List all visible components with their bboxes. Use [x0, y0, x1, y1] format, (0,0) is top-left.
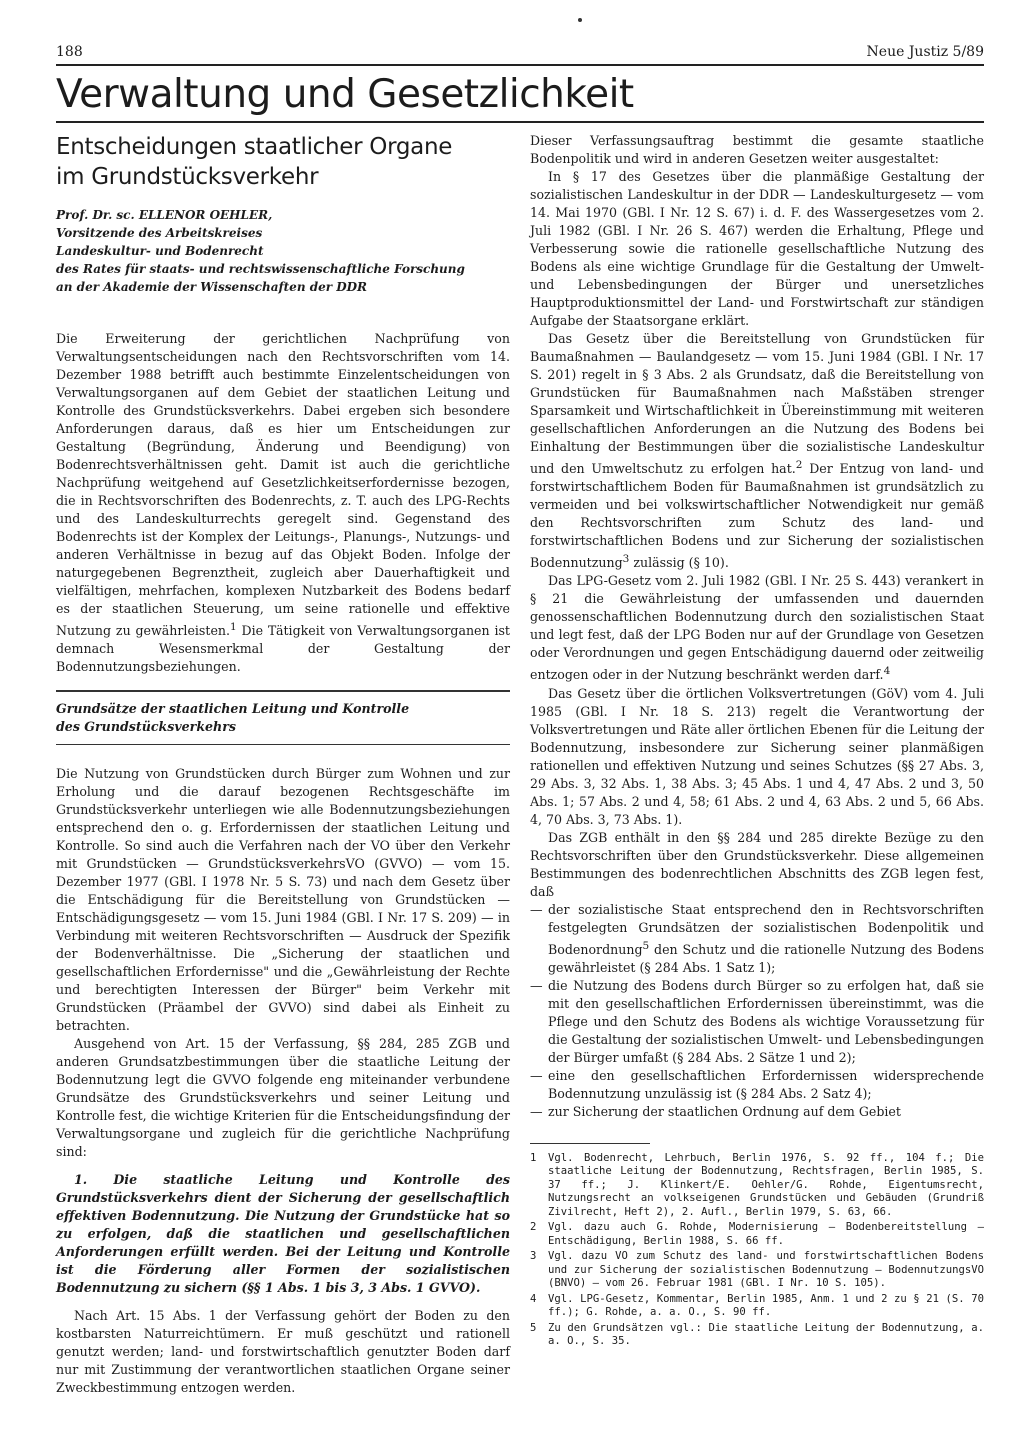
footnote-text: Vgl. LPG-Gesetz, Kommentar, Berlin 1985, Anm. 1 und 2 zu § 21 (S. 70 ff.); G. Rohde, a. a. O., S. 90 ff.	[548, 1292, 984, 1319]
footnote-number: 4	[530, 1292, 537, 1305]
paragraph-goev: Das Gesetz über die örtlichen Volksvertretungen (GöV) vom 4. Juli 1985 (GBl. I Nr. 18 S. 213) regelt die Verantwortung der Volksvertretungen und Räte aller örtlichen Ebenen für die Leitung der Bodennutzung, insbesondere zur Sicherung seiner planmäßigen rationellen und effektiven Nutzung und seines Schutzes (§§ 27 Abs. 3, 29 Abs. 3, 32 Abs. 1, 38 Abs. 3; 45 Abs. 1 und 4, 47 Abs. 2 und 3, 50 Abs. 1; 57 Abs. 2 und 4, 58; 61 Abs. 2 und 4, 63 Abs. 2 und 5, 66 Abs. 4, 70 Abs. 3, 73 Abs. 1).	[530, 685, 984, 827]
baulandgesetz-text: Das Gesetz über die Bereitstellung von Grundstücken für Baumaßnahmen — Baulandgesetz — vom 15. Juni 1984 (GBl. I Nr. 17 S. 201) regelt in § 3 Abs. 2 als Grundsatz, daß die Bereitstellung von Grundstücken für Baumaßnahmen nach Maßstäben strenger Sparsamkeit und Wirtschaftlichkeit in Übereinstimmung mit weiteren gesellschaftlichen Anforderungen an die Nutzung des Bodens bei Einhaltung der Bestimmungen über die sozialistische Landeskultur und den Umweltschutz zu erfolgen hat.	[530, 331, 984, 477]
section-rule	[56, 121, 984, 123]
right-column	[530, 132, 984, 1351]
header-rule	[56, 64, 984, 66]
dash-marker: —	[530, 901, 543, 917]
footnote-ref: 5	[642, 939, 650, 952]
footnote-number: 3	[530, 1250, 537, 1263]
dash-marker: —	[530, 1067, 543, 1083]
paragraph-lpg-gesetz	[530, 572, 984, 684]
footnote	[530, 1152, 984, 1220]
paragraph-zgb: Das ZGB enthält in den §§ 284 und 285 direkte Bezüge zu den Rechtsvorschriften über den Grundstücksverkehr. Diese allgemeinen Bestimmungen des bodenrechtlichen Abschnitts des ZGB legen fest, daß	[530, 829, 984, 899]
footnote	[530, 1221, 984, 1248]
article-title	[56, 132, 510, 192]
paragraph-nutzung: Die Nutzung von Grundstücken durch Bürger zum Wohnen und zur Erholung und die darauf bezogenen Rechtsgeschäfte im Grundstücksverkehr unterliegen wie alle Bodennutzungsbeziehungen entsprechend den o. g. Erfordernissen der staatlichen Leitung und Kontrolle. So sind auch die Verfahren nach der VO über den Verkehr mit Grundstücken — GrundstücksverkehrsVO (GVVO) — vom 15. Dezember 1977 (GBl. I 1978 Nr. 5 S. 73) und nach dem Gesetz über die Entschädigung für die Bereitstellung von Grundstücken — Entschädigungsgesetz — vom 15. Juni 1984 (GBl. I Nr. 17 S. 209) — in Verbindung mit weiteren Rechtsvorschriften — Ausdruck der Spezifik der Bodenverhältnisse. Die „Sicherung der staatlichen und gesellschaftlichen Erfordernisse" und die „Gewährleistung der Rechte und berechtigten Interessen der Bürger" beim Verkehr mit Grundstücken (Präambel der GVVO) sind dabei als Einheit zu betrachten.	[56, 766, 510, 1034]
author-line: Prof. Dr. sc. ELLENOR OEHLER,	[56, 208, 273, 222]
intro-paragraph	[56, 330, 510, 676]
subheading-rule-bottom	[56, 744, 510, 746]
list-item-text: zur Sicherung der staatlichen Ordnung auf dem Gebiet	[548, 1103, 901, 1119]
list-item	[530, 1103, 984, 1121]
page-speck	[578, 18, 582, 22]
footnote-number: 1	[530, 1151, 537, 1164]
list-item-text: die Nutzung des Bodens durch Bürger so zu erfolgen hat, daß sie mit den gesellschaftlichen Erfordernissen übereinstimmt, was die Pflege und den Schutz des Bodens als wichtige Voraussetzung für die Gestaltung der sozialistischen Umwelt- und Lebensbedingungen der Bürger umfaßt (§ 284 Abs. 2 Sätze 1 und 2);	[548, 977, 984, 1065]
section-title: Verwaltung und Gesetzlichkeit	[56, 72, 634, 117]
left-column	[56, 132, 510, 1397]
list-item	[530, 1067, 984, 1103]
footnote-ref: 2	[795, 459, 803, 471]
article-title-line-1: Entscheidungen staatlicher Organe	[56, 134, 453, 160]
footnote	[530, 1293, 984, 1320]
dash-marker: —	[530, 1103, 543, 1119]
page-number: 188	[56, 44, 83, 60]
intro-text: Die Erweiterung der gerichtlichen Nachprüfung von Verwaltungsentscheidungen nach den Rechtsvorschriften vom 14. Dezember 1988 betrifft auch bestimmte Einzelentscheidungen von Verwaltungsorganen auf dem Gebiet der staatlichen Leitung und Kontrolle des Grundstücksverkehrs. Dabei ergeben sich besondere Anforderungen daraus, daß es hier um Entscheidungen zur Gestaltung (Begründung, Änderung und Beendigung) von Bodenrechtsverhältnissen geht. Damit ist auch die gerichtliche Nachprüfung weitgehend auf Gesetzlichkeitserfordernisse bezogen, die in Rechtsvorschriften des Bodenrechts, z. T. auch des LPG-Rechts und des Landeskulturrechts geregelt sind. Gegenstand des Bodenrechts ist der Komplex der Leitungs-, Planungs-, Nutzungs- und anderen Verhältnisse in bezug auf das Objekt Boden. Infolge der naturgegebenen Begrenztheit, zugleich aber Dauerhaftigkeit und vielfältigen, mehrfachen, komplexen Nutzbarkeit des Bodens bedarf es der staatlichen Steuerung, um seine rationelle und effektive Nutzung zu gewährleisten.	[56, 331, 510, 639]
article-title-line-2: im Grundstücksverkehr	[56, 164, 319, 190]
lpg-gesetz-text: Das LPG-Gesetz vom 2. Juli 1982 (GBl. I Nr. 25 S. 443) verankert in § 21 die Gewährleistung der umfassenden und dauernden genossenschaftlichen Bodennutzung durch den sozialistischen Staat und legt fest, daß der LPG Boden nur auf der Grundlage von Gesetzen oder Verordnungen und gegen Entschädigung dauernd oder zeitweilig entzogen oder in der Nutzung beschränkt werden darf.	[530, 573, 984, 683]
footnote	[530, 1250, 984, 1291]
list-item-text: der sozialistische Staat entsprechend den in Rechtsvorschriften festgelegten Grundsätzen der sozialistischen Bodenpolitik und Bodenordnung	[548, 901, 984, 957]
subheading-line-2: des Grundstücksverkehrs	[56, 718, 236, 734]
footnote-text: Zu den Grundsätzen vgl.: Die staatliche Leitung der Bodennutzung, a. a. O., S. 35.	[548, 1321, 984, 1348]
footnote-ref: 1	[230, 621, 237, 633]
paragraph-landeskulturgesetz: In § 17 des Gesetzes über die planmäßige Gestaltung der sozialistischen Landeskultur in der DDR — Landeskulturgesetz — vom 14. Mai 1970 (GBl. I Nr. 12 S. 67) i. d. F. des Wassergesetzes vom 2. Juli 1982 (GBl. I Nr. 26 S. 467) werden die Erhaltung, Pflege und Verbesserung sowie die rationelle gesellschaftliche Nutzung des Bodens als eine wichtige Grundlage für die Gestaltung der Umwelt- und Lebensbedingungen der Bürger und unersetzliches Hauptproduktionsmittel der Land- und Forstwirtschaft zur ständigen Aufgabe der Staatsorgane erklärt.	[530, 169, 984, 328]
footnote-rule	[530, 1143, 650, 1144]
journal-issue: Neue Justiz 5/89	[866, 44, 984, 60]
subheading-line-1: Grundsätze der staatlichen Leitung und Kontrolle	[56, 700, 410, 716]
footnote-ref: 4	[883, 665, 891, 678]
paragraph-art15: Nach Art. 15 Abs. 1 der Verfassung gehört der Boden zu den kostbarsten Naturreichtümern. Er muß geschützt und rationell genutzt werden; land- und forstwirtschaftlich genutzter Boden darf nur mit Zustimmung der verantwortlichen staatlichen Organe seiner Zweckbestimmung entzogen werden.	[56, 1308, 510, 1396]
list-item	[530, 901, 984, 977]
paragraph-baulandgesetz	[530, 330, 984, 572]
footnote-number: 5	[530, 1321, 537, 1334]
author-line: Landeskultur- und Bodenrecht	[56, 244, 264, 258]
author-line: des Rates für staats- und rechtswissenschaftliche Forschung	[56, 262, 465, 276]
paragraph-verfassungsauftrag: Dieser Verfassungsauftrag bestimmt die gesamte staatliche Bodenpolitik und wird in anderen Gesetzen weiter ausgestaltet:	[530, 133, 984, 166]
footnote-text: Vgl. dazu auch G. Rohde, Modernisierung — Bodenbereitstellung — Entschädigung, Berlin 1988, S. 66 ff.	[548, 1221, 984, 1247]
principle-1: 1. Die staatliche Leitung und Kontrolle des Grundstücksverkehrs dient der Sicherung der gesellschaftlich effektiven Bodennutzung. Die Nutzung der Grundstücke hat so zu erfolgen, daß die staatlichen und gesellschaftlichen Anforderungen erfüllt werden. Bei der Leitung und Kontrolle ist die Förderung aller Formen der sozialistischen Bodennutzung zu sichern (§§ 1 Abs. 1 bis 3, 3 Abs. 1 GVVO).	[56, 1172, 510, 1296]
author-block	[56, 206, 510, 296]
list-item	[530, 977, 984, 1067]
intro-text-end: Die Tätigkeit von Verwaltungsorganen ist demnach Wesensmerkmal der Gestaltung der Bodennutzungsbeziehungen.	[56, 623, 510, 675]
footnote-ref: 3	[622, 553, 630, 566]
subheading	[56, 700, 510, 736]
baulandgesetz-text-2: Der Entzug von land- und forstwirtschaftlichem Boden für Baumaßnahmen ist grundsätzlich zu vermeiden und bei volkswirtschaftlicher Notwendigkeit nur gemäß den Rechtsvorschriften zum Schutz des land- und forstwirtschaftlichen Bodens und zur Sicherung der sozialistischen Bodennutzung	[530, 461, 984, 571]
baulandgesetz-text-3: zulässig (§ 10).	[629, 555, 729, 571]
dash-marker: —	[530, 977, 543, 993]
author-line: an der Akademie der Wissenschaften der DDR	[56, 280, 368, 294]
footnote-text: Vgl. Bodenrecht, Lehrbuch, Berlin 1976, S. 92 ff., 104 f.; Die staatliche Leitung der Bodennutzung, Rechtsfragen, Berlin 1985, S. 37 ff.; J. Klinkert/E. Oehler/G. Rohde, Eigentumsrecht, Nutzungsrecht an volkseigenen Grundstücken und Gebäuden (Grundriß Zivilrecht, Heft 2), 2. Aufl., Berlin 1979, S. 63, 66.	[548, 1151, 984, 1218]
footnote-text: Vgl. dazu VO zum Schutz des land- und forstwirtschaftlichen Bodens und zur Sicherung der sozialistischen Bodennutzung — BodennutzungsVO (BNVO) — vom 26. Februar 1981 (GBl. I Nr. 10 S. 105).	[548, 1250, 984, 1290]
subheading-rule-top	[56, 690, 510, 692]
list-item-text-end: den Schutz und die rationelle Nutzung des Bodens gewährleistet (§ 284 Abs. 1 Satz 1);	[548, 941, 984, 975]
footnote	[530, 1322, 984, 1349]
author-line: Vorsitzende des Arbeitskreises	[56, 226, 263, 240]
paragraph-ausgehend: Ausgehend von Art. 15 der Verfassung, §§ 284, 285 ZGB und anderen Grundsatzbestimmungen über die staatliche Leitung der Bodennutzung legt die GVVO folgende eng miteinander verbundene Grundsätze des Grundstücksverkehrs und seiner Leitung und Kontrolle fest, die wichtige Kriterien für die Entscheidungsfindung der Verwaltungsorgane und zugleich für die gerichtliche Nachprüfung sind:	[56, 1036, 510, 1160]
footnote-number: 2	[530, 1221, 537, 1234]
list-item-text: eine den gesellschaftlichen Erfordernissen widersprechende Bodennutzung unzulässig ist (§ 284 Abs. 2 Satz 4);	[548, 1067, 984, 1101]
